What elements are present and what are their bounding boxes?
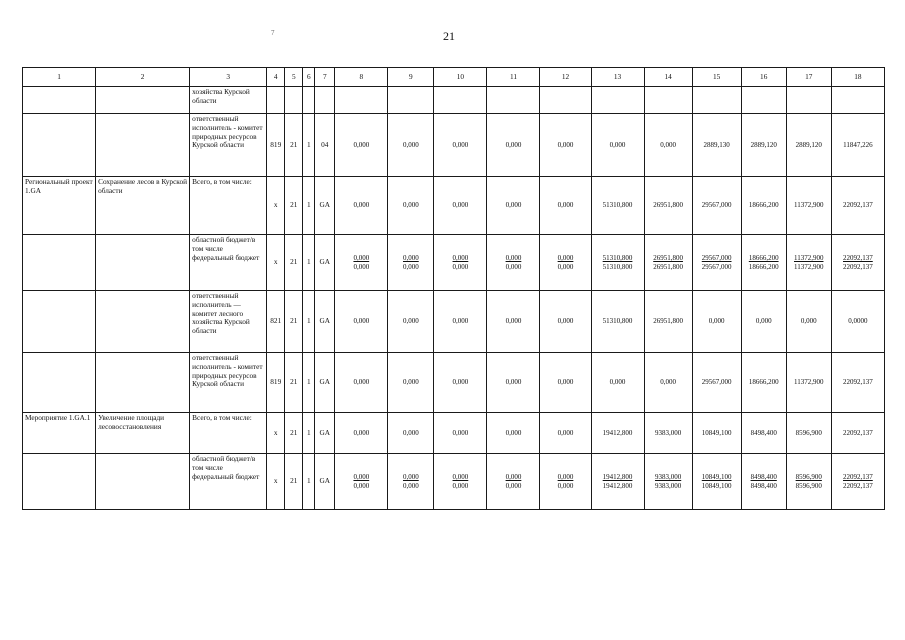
value-cell	[487, 235, 540, 291]
value-text: 0,000	[402, 262, 419, 271]
value-text: 0,000	[660, 378, 676, 387]
item-description-cell	[96, 291, 190, 353]
value-cell	[741, 353, 786, 413]
value-text: 0,000	[505, 378, 522, 387]
code-cell: x	[267, 413, 285, 454]
column-number: 9	[388, 68, 434, 87]
value-cell	[644, 87, 692, 114]
value-cell	[591, 177, 644, 235]
value-cell	[741, 114, 786, 177]
code-cell: GA	[315, 413, 335, 454]
value-cell	[335, 353, 388, 413]
code-cell: 04	[315, 114, 335, 177]
value-text: 0,000	[353, 473, 370, 482]
value-text: 0,000	[402, 428, 419, 437]
item-name-cell: Мероприятие 1.GA.1	[23, 413, 96, 454]
value-text: 0,000	[452, 473, 469, 482]
item-description-cell	[96, 114, 190, 177]
value-cell	[434, 454, 487, 510]
value-cell	[741, 291, 786, 353]
column-number: 5	[285, 68, 303, 87]
code-cell: GA	[315, 177, 335, 235]
value-cell	[741, 87, 786, 114]
value-text: 11847,226	[843, 140, 873, 149]
column-number: 12	[540, 68, 591, 87]
value-cell	[591, 413, 644, 454]
code-cell: 819	[267, 114, 285, 177]
value-text: 22092,137	[843, 481, 873, 490]
code-cell: 1	[303, 114, 315, 177]
value-text: 29567,000	[701, 378, 732, 387]
value-text: 0,000	[353, 140, 370, 149]
item-name-cell	[23, 114, 96, 177]
value-cell	[434, 235, 487, 291]
value-cell	[335, 291, 388, 353]
value-cell	[540, 291, 591, 353]
column-number: 3	[190, 68, 267, 87]
value-text: 0,000	[452, 481, 469, 490]
value-cell	[644, 454, 692, 510]
value-cell	[591, 291, 644, 353]
value-cell	[692, 413, 741, 454]
column-number: 17	[786, 68, 831, 87]
value-text: 9383,000	[654, 428, 682, 437]
value-cell	[831, 353, 884, 413]
value-text: 0,000	[505, 473, 522, 482]
value-cell	[335, 413, 388, 454]
item-description-cell	[96, 235, 190, 291]
value-text: 0,000	[557, 317, 574, 326]
value-cell	[786, 177, 831, 235]
value-text: 0,000	[353, 262, 370, 271]
value-cell	[487, 413, 540, 454]
item-description-cell	[96, 454, 190, 510]
value-text: 0,000	[505, 201, 522, 210]
item-name-cell	[23, 454, 96, 510]
value-text: 0,000	[557, 254, 574, 263]
value-text: 0,000	[557, 201, 574, 210]
value-cell	[388, 235, 434, 291]
value-cell	[786, 413, 831, 454]
value-text: 0,000	[452, 317, 469, 326]
item-name-cell	[23, 291, 96, 353]
value-cell	[786, 454, 831, 510]
header-row	[23, 68, 885, 87]
value-cell	[434, 353, 487, 413]
code-cell	[285, 87, 303, 114]
value-cell	[692, 454, 741, 510]
value-cell	[831, 87, 884, 114]
value-text: 0,000	[353, 481, 370, 490]
value-text: 26951,800	[653, 254, 683, 263]
value-cell	[741, 235, 786, 291]
code-cell: 21	[285, 291, 303, 353]
value-text: 0,000	[402, 140, 419, 149]
value-text: 0,000	[353, 254, 370, 263]
value-cell	[335, 87, 388, 114]
value-cell	[591, 235, 644, 291]
value-text: 11372,900	[793, 378, 824, 387]
value-cell	[741, 413, 786, 454]
value-text: 0,000	[353, 317, 370, 326]
value-text: 8596,900	[795, 473, 822, 482]
value-cell	[644, 235, 692, 291]
value-cell	[388, 413, 434, 454]
value-text: 8498,400	[750, 428, 777, 437]
code-cell: x	[267, 235, 285, 291]
value-cell	[540, 235, 591, 291]
code-cell: 821	[267, 291, 285, 353]
value-cell	[540, 87, 591, 114]
value-text: 19412,800	[602, 473, 633, 482]
code-cell: 1	[303, 235, 315, 291]
column-number: 18	[831, 68, 884, 87]
value-cell	[644, 114, 692, 177]
value-text: 0,000	[557, 473, 574, 482]
value-cell	[434, 114, 487, 177]
value-text: 18666,200	[748, 254, 779, 263]
funding-source-cell: ответственный исполнитель - комитет природных ресурсов Курской области	[190, 353, 267, 413]
value-text: 29567,000	[701, 201, 732, 210]
value-text: 51310,800	[602, 262, 633, 271]
value-text: 0,000	[609, 140, 626, 149]
value-text: 22092,137	[843, 254, 873, 263]
value-text: 51310,800	[602, 317, 633, 326]
value-text: 0,000	[402, 254, 419, 263]
value-cell	[540, 413, 591, 454]
value-text: 29567,000	[701, 254, 732, 263]
table-row	[23, 114, 885, 177]
code-cell: 1	[303, 413, 315, 454]
code-cell	[303, 87, 315, 114]
table-row	[23, 291, 885, 353]
value-cell	[831, 291, 884, 353]
value-text: 9383,000	[654, 481, 682, 490]
value-text: 0,000	[505, 481, 522, 490]
value-text: 22092,137	[843, 201, 873, 210]
budget-table	[22, 67, 885, 510]
value-text: 19412,800	[602, 428, 633, 437]
value-cell	[388, 87, 434, 114]
column-number: 4	[267, 68, 285, 87]
column-number: 13	[591, 68, 644, 87]
value-text: 0,000	[452, 254, 469, 263]
value-cell	[644, 177, 692, 235]
value-text: 26951,800	[653, 317, 683, 326]
code-cell: GA	[315, 353, 335, 413]
page-number: 21	[443, 29, 455, 43]
value-text: 10849,100	[701, 428, 732, 437]
value-text: 0,000	[557, 481, 574, 490]
value-text: 0,000	[505, 254, 522, 263]
value-text: 11372,900	[793, 254, 824, 263]
value-text: 26951,800	[653, 201, 683, 210]
value-text: 8498,400	[750, 473, 777, 482]
value-text: 0,000	[353, 201, 370, 210]
value-text: 0,0000	[848, 317, 868, 326]
funding-source-cell: ответственный исполнитель — комитет лесного хозяйства Курской области	[190, 291, 267, 353]
value-cell	[591, 87, 644, 114]
item-description-cell	[96, 87, 190, 114]
scan-mark: 7	[271, 29, 275, 37]
value-cell	[831, 177, 884, 235]
value-cell	[741, 454, 786, 510]
value-cell	[741, 177, 786, 235]
value-text: 8596,900	[795, 428, 822, 437]
code-cell: 21	[285, 413, 303, 454]
value-text: 11372,900	[793, 201, 824, 210]
value-cell	[388, 177, 434, 235]
value-text: 0,000	[353, 378, 370, 387]
value-text: 0,000	[755, 317, 772, 326]
value-cell	[831, 235, 884, 291]
item-description-cell	[96, 353, 190, 413]
funding-source-cell: ответственный исполнитель - комитет природных ресурсов Курской области	[190, 114, 267, 177]
value-text: 0,000	[402, 378, 419, 387]
value-cell	[591, 114, 644, 177]
value-cell	[388, 454, 434, 510]
column-number: 8	[335, 68, 388, 87]
value-cell	[487, 454, 540, 510]
value-text: 0,000	[452, 378, 469, 387]
funding-source-cell: хозяйства Курской области	[190, 87, 267, 114]
code-cell: GA	[315, 235, 335, 291]
value-text: 0,000	[505, 262, 522, 271]
value-cell	[540, 177, 591, 235]
value-cell	[487, 177, 540, 235]
value-cell	[644, 291, 692, 353]
value-text: 0,000	[557, 140, 574, 149]
code-cell: 21	[285, 353, 303, 413]
value-cell	[487, 114, 540, 177]
value-text: 0,000	[402, 201, 419, 210]
value-text: 18666,200	[748, 201, 779, 210]
value-cell	[591, 454, 644, 510]
value-text: 10849,100	[701, 473, 732, 482]
value-text: 0,000	[402, 473, 419, 482]
value-cell	[335, 454, 388, 510]
value-cell	[786, 353, 831, 413]
funding-source-cell: Всего, в том числе:	[190, 177, 267, 235]
code-cell: 1	[303, 353, 315, 413]
value-cell	[434, 413, 487, 454]
value-cell	[644, 413, 692, 454]
code-cell: 1	[303, 291, 315, 353]
value-cell	[335, 177, 388, 235]
value-cell	[831, 413, 884, 454]
code-cell: 1	[303, 177, 315, 235]
column-number: 15	[692, 68, 741, 87]
value-text: 22092,137	[843, 378, 873, 387]
value-cell	[831, 454, 884, 510]
value-text: 22092,137	[843, 473, 873, 482]
item-name-cell: Региональный проект 1.GA	[23, 177, 96, 235]
value-text: 26951,800	[653, 262, 683, 271]
value-text: 0,000	[557, 262, 574, 271]
value-text: 8596,900	[795, 481, 822, 490]
value-cell	[692, 177, 741, 235]
column-number: 16	[741, 68, 786, 87]
value-text: 0,000	[402, 481, 419, 490]
column-number: 10	[434, 68, 487, 87]
value-text: 29567,000	[701, 262, 732, 271]
code-cell	[267, 87, 285, 114]
column-number: 2	[96, 68, 190, 87]
code-cell: 21	[285, 114, 303, 177]
value-cell	[831, 114, 884, 177]
code-cell: x	[267, 177, 285, 235]
value-cell	[786, 291, 831, 353]
value-text: 0,000	[402, 317, 419, 326]
column-number: 11	[487, 68, 540, 87]
value-cell	[540, 114, 591, 177]
item-name-cell	[23, 87, 96, 114]
value-text: 0,000	[452, 201, 469, 210]
item-description-cell: Увеличение площади лесовосстановления	[96, 413, 190, 454]
value-cell	[335, 114, 388, 177]
value-text: 19412,800	[602, 481, 633, 490]
value-text: 2889,120	[795, 140, 822, 149]
value-text: 0,000	[505, 140, 522, 149]
funding-source-cell: областной бюджет/в том числе федеральный бюджет	[190, 454, 267, 510]
value-cell	[692, 114, 741, 177]
value-cell	[434, 87, 487, 114]
value-cell	[591, 353, 644, 413]
code-cell: 21	[285, 454, 303, 510]
value-cell	[434, 291, 487, 353]
value-cell	[786, 235, 831, 291]
code-cell: GA	[315, 454, 335, 510]
value-cell	[487, 291, 540, 353]
value-cell	[692, 87, 741, 114]
value-text: 0,000	[708, 317, 725, 326]
value-cell	[335, 235, 388, 291]
value-text: 0,000	[452, 428, 469, 437]
column-number: 14	[644, 68, 692, 87]
column-number: 1	[23, 68, 96, 87]
table-row	[23, 413, 885, 454]
value-text: 22092,137	[843, 262, 873, 271]
table-row	[23, 353, 885, 413]
value-text: 18666,200	[748, 378, 779, 387]
value-cell	[786, 114, 831, 177]
code-cell: 1	[303, 454, 315, 510]
item-name-cell	[23, 235, 96, 291]
item-description-cell: Сохранение лесов в Курской области	[96, 177, 190, 235]
value-text: 51310,800	[602, 201, 633, 210]
column-number: 7	[315, 68, 335, 87]
code-cell: 21	[285, 177, 303, 235]
value-cell	[388, 353, 434, 413]
value-text: 0,000	[353, 428, 370, 437]
value-text: 9383,000	[654, 473, 682, 482]
value-text: 11372,900	[793, 262, 824, 271]
code-cell: 819	[267, 353, 285, 413]
code-cell: 21	[285, 235, 303, 291]
value-cell	[692, 291, 741, 353]
value-cell	[487, 353, 540, 413]
value-cell	[644, 353, 692, 413]
value-text: 8498,400	[750, 481, 777, 490]
value-text: 2889,130	[703, 140, 730, 149]
value-text: 0,000	[800, 317, 817, 326]
value-text: 0,000	[557, 428, 574, 437]
value-cell	[540, 353, 591, 413]
value-cell	[786, 87, 831, 114]
table-row	[23, 177, 885, 235]
value-cell	[540, 454, 591, 510]
code-cell	[315, 87, 335, 114]
value-text: 0,000	[660, 140, 676, 149]
table-row	[23, 454, 885, 510]
value-cell	[692, 353, 741, 413]
funding-source-cell: Всего, в том числе:	[190, 413, 267, 454]
value-text: 10849,100	[701, 481, 732, 490]
value-cell	[388, 291, 434, 353]
value-text: 0,000	[452, 262, 469, 271]
value-cell	[692, 235, 741, 291]
value-text: 0,000	[505, 428, 522, 437]
item-name-cell	[23, 353, 96, 413]
value-cell	[388, 114, 434, 177]
value-cell	[487, 87, 540, 114]
table-row	[23, 235, 885, 291]
value-text: 18666,200	[748, 262, 779, 271]
column-number: 6	[303, 68, 315, 87]
value-text: 0,000	[609, 378, 626, 387]
value-cell	[434, 177, 487, 235]
code-cell: x	[267, 454, 285, 510]
value-text: 0,000	[557, 378, 574, 387]
table-row	[23, 87, 885, 114]
code-cell: GA	[315, 291, 335, 353]
value-text: 0,000	[452, 140, 469, 149]
value-text: 22092,137	[843, 428, 873, 437]
funding-source-cell: областной бюджет/в том числе федеральный бюджет	[190, 235, 267, 291]
value-text: 51310,800	[602, 254, 633, 263]
value-text: 0,000	[505, 317, 522, 326]
value-text: 2889,120	[750, 140, 777, 149]
